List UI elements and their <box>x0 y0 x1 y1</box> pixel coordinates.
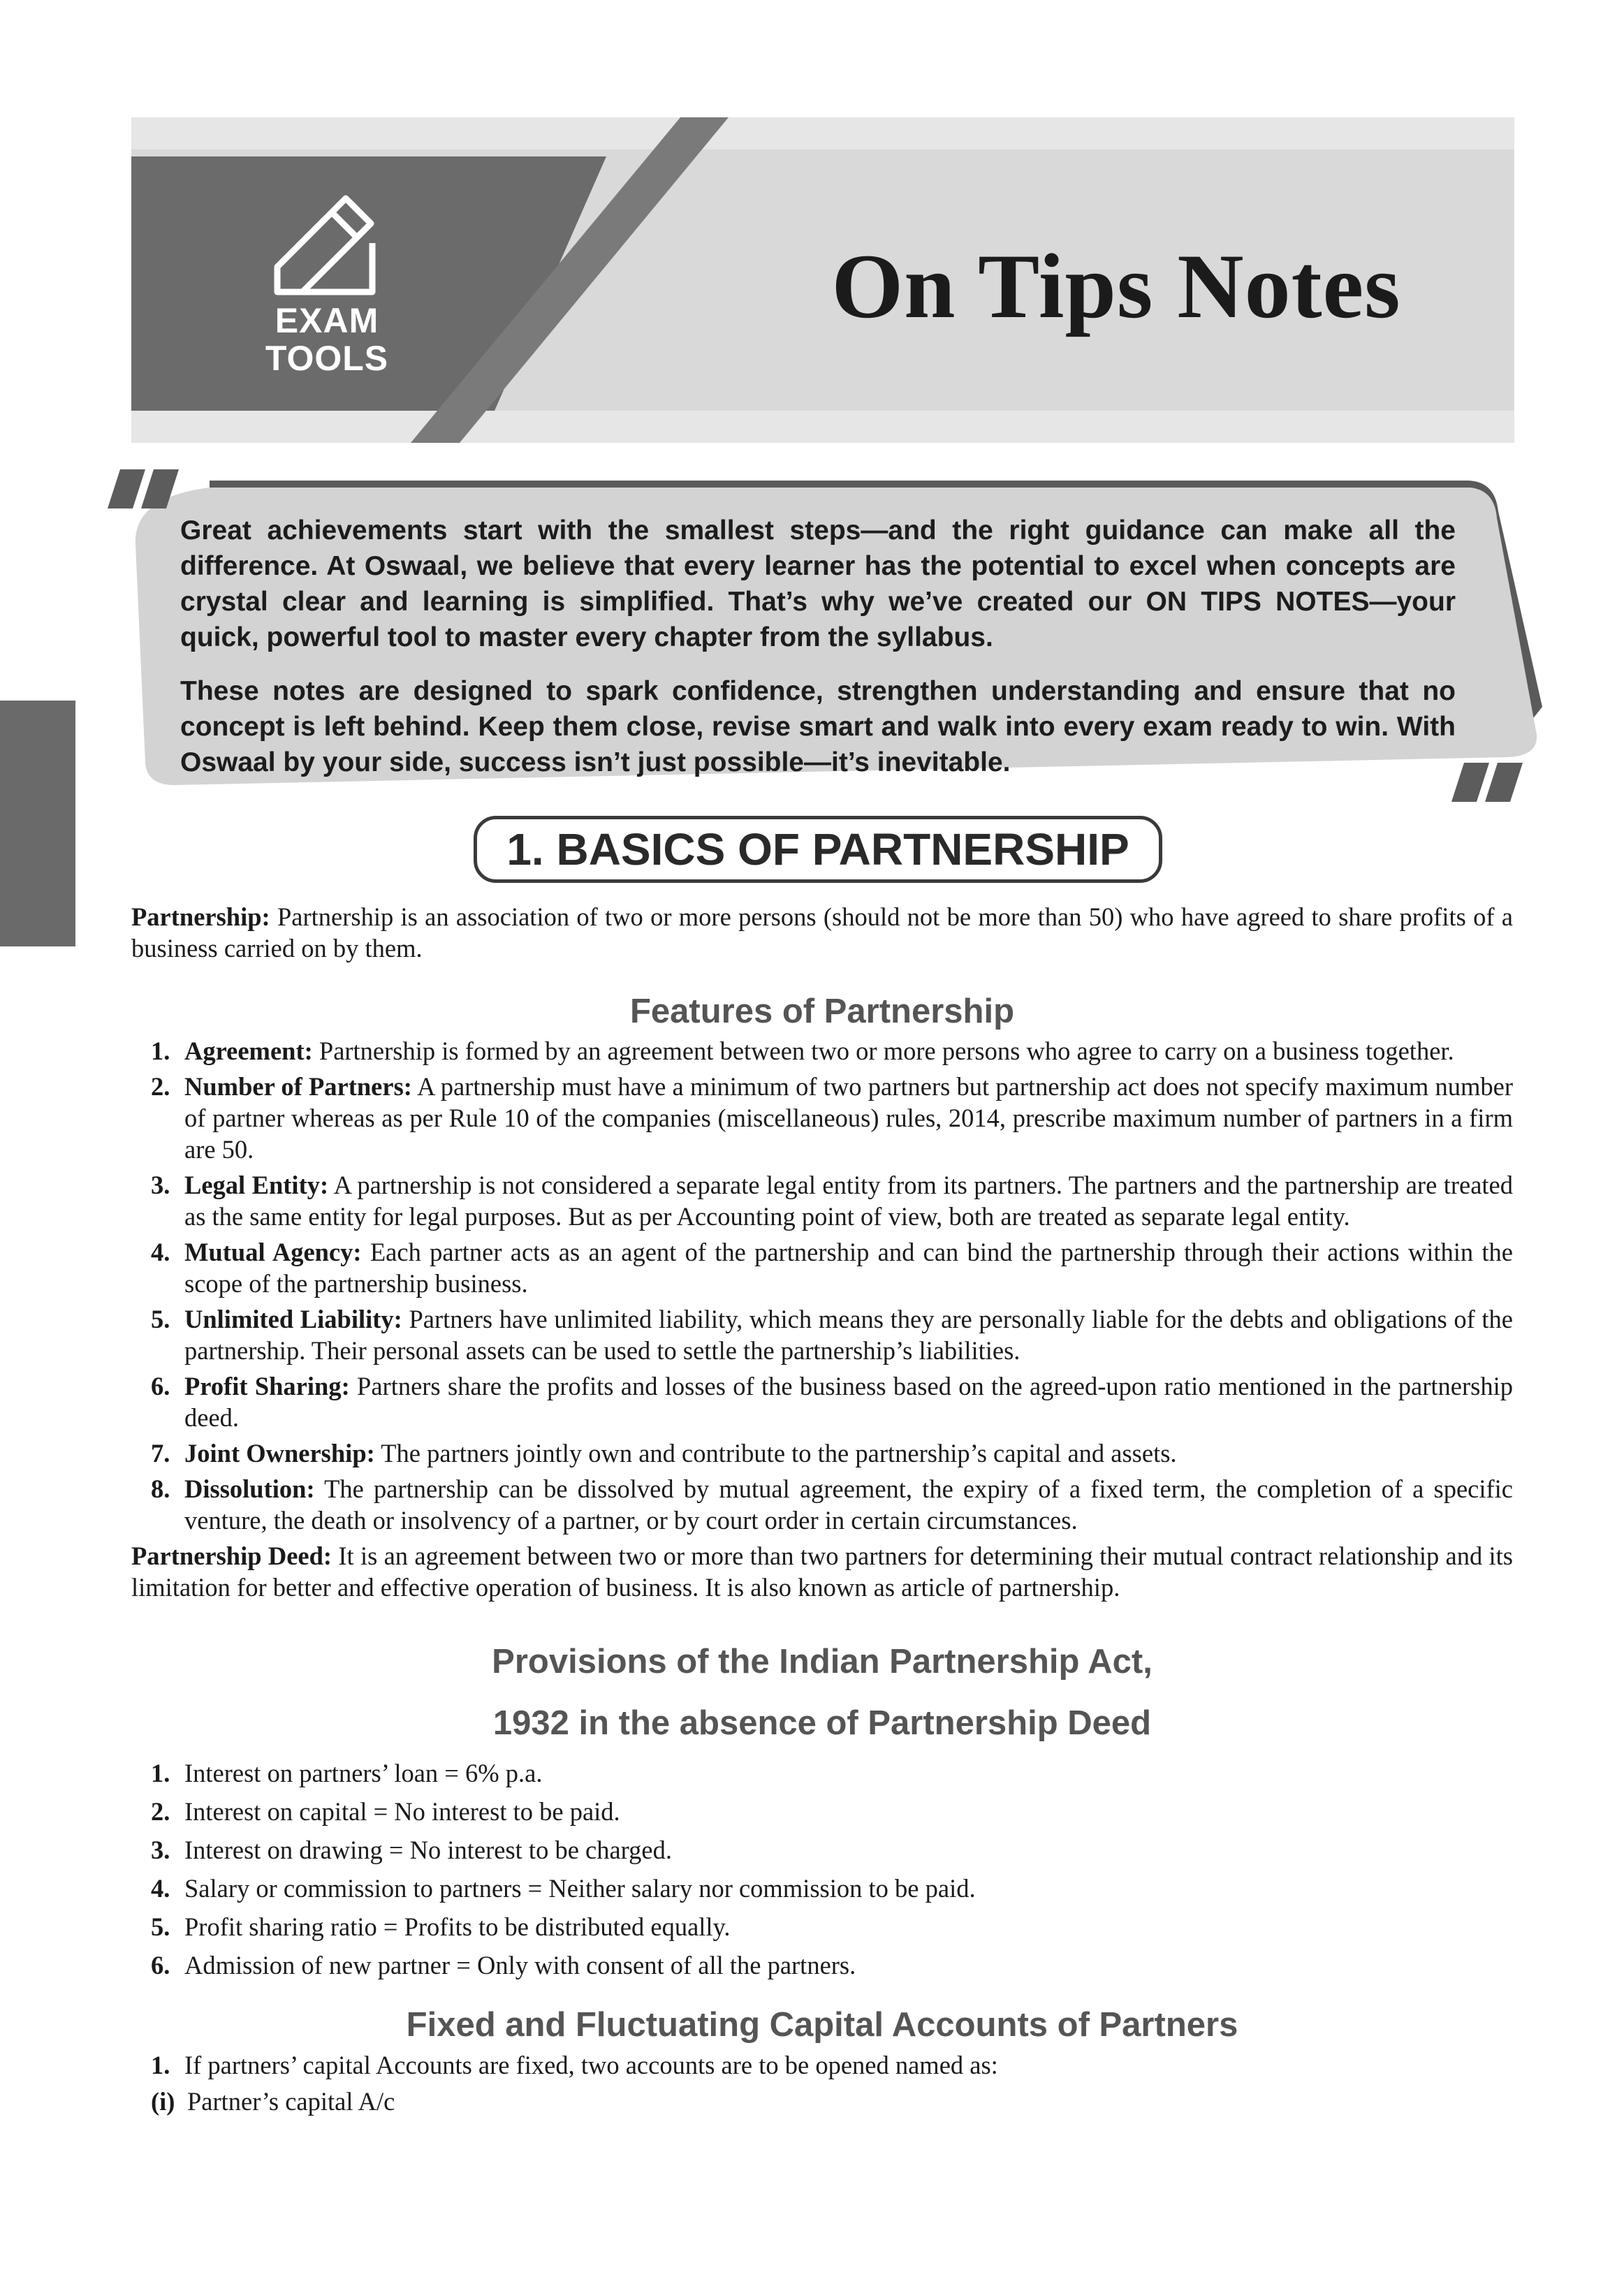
list-item: 2. Number of Partners: A partnership must have a minimum of two partners but partnership act does not specify maximum number of partner whereas as per Rule 10 of the companies (miscellaneous) rules, 2014, prescribe maximum number of partners in a firm are 50. <box>151 1072 1513 1164</box>
close-quote-icon <box>1451 763 1523 802</box>
capital-list <box>131 2047 1513 2120</box>
header-banner <box>131 117 1514 443</box>
sub-list-item: (i) Partner’s capital A/c <box>151 2087 395 2116</box>
intro-paragraph-1: Great achievements start with the smallest steps—and the right guidance can make all the difference. At Oswaal, we believe that every learner has the potential to excel when concepts are crystal clear and learning is simplified. That’s why we’ve created our ON TIPS NOTES—your quick, powerful tool to master every chapter from the syllabus. <box>180 515 1456 652</box>
list-item: 5. Unlimited Liability: Partners have unlimited liability, which means they are personally liable for the debts and obligations of the partnership. Their personal assets can be used to settle the partnership’s liabilities. <box>151 1305 1513 1365</box>
definition-text: It is an agreement between two or more than two partners for determining their mutual contract relationship and its limitation for better and effective operation of business. It is also known as article of partnership. <box>131 1542 1513 1602</box>
provisions-heading-line-1: Provisions of the Indian Partnership Act, <box>492 1643 1153 1681</box>
badge-line-1: EXAM <box>275 301 379 340</box>
partnership-definition <box>131 901 1513 964</box>
provisions-heading-line-2: 1932 in the absence of Partnership Deed <box>492 1704 1152 1742</box>
side-tab <box>0 701 75 946</box>
list-item: 6. Profit Sharing: Partners share the profits and losses of the business based on the agreed-upon ratio mentioned in the partnership deed. <box>151 1372 1513 1432</box>
list-item: 4. Mutual Agency: Each partner acts as an agent of the partnership and can bind the partnership through their actions within the scope of the partnership business. <box>151 1238 1514 1298</box>
page-content <box>131 901 1513 2120</box>
intro-paragraph-2: These notes are designed to spark confidence, strengthen understanding and ensure that no concept is left behind. Keep them close, revise smart and walk into every exam ready to win. With Oswaal by your side, success isn’t just possible—it’s inevitable. <box>180 676 1456 777</box>
badge-line-2: TOOLS <box>265 339 389 378</box>
provisions-list <box>131 1754 1513 1984</box>
list-item: 6. Admission of new partner = Only with consent of all the partners. <box>151 1951 856 1979</box>
list-item: 2. Interest on capital = No interest to be paid. <box>151 1797 620 1826</box>
list-item: 3. Interest on drawing = No interest to be charged. <box>151 1836 672 1864</box>
page-title: On Tips Notes <box>831 235 1401 337</box>
list-item: 7. Joint Ownership: The partners jointly own and contribute to the partnership’s capital and assets. <box>151 1439 1177 1467</box>
definition-term: Partnership Deed: <box>131 1542 332 1570</box>
list-item: 1. Interest on partners’ loan = 6% p.a. <box>151 1759 543 1787</box>
partnership-deed-definition <box>131 1540 1513 1603</box>
features-heading: Features of Partnership <box>629 993 1015 1030</box>
exam-tools-badge <box>243 194 411 377</box>
definition-text: Partnership is an association of two or more persons (should not be more than 50) who have agreed to share profits of a business carried on by them. <box>131 902 1513 962</box>
list-item: 4. Salary or commission to partners = Neither salary nor commission to be paid. <box>151 1874 976 1903</box>
capital-accounts-heading: Fixed and Fluctuating Capital Accounts of Partners <box>406 2006 1238 2044</box>
list-item: 8. Dissolution: The partnership can be dissolved by mutual agreement, the expiry of a fixed term, the completion of a specific venture, the death or insolvency of a partner, or by court order in certain circumstances. <box>151 1474 1513 1535</box>
list-item: 1. If partners’ capital Accounts are fixed, two accounts are to be opened named as: <box>151 2051 998 2079</box>
provisions-heading <box>131 1631 1513 1754</box>
definition-term: Partnership: <box>131 902 270 931</box>
list-item: 5. Profit sharing ratio = Profits to be distributed equally. <box>151 1912 731 1941</box>
pencil-icon <box>268 194 386 299</box>
open-quote-icon <box>108 469 179 508</box>
features-list <box>131 1035 1513 1536</box>
list-item: 3. Legal Entity: A partnership is not considered a separate legal entity from its partners. The partners and the partnership are treated as the same entity for legal purposes. But as per Accounting point of view, both are treated as separate legal entity. <box>151 1171 1514 1231</box>
chapter-heading: 1. BASICS OF PARTNERSHIP <box>474 816 1162 883</box>
intro-callout <box>105 469 1544 805</box>
list-item: 1. Agreement: Partnership is formed by an agreement between two or more persons who agree to carry on a business together. <box>151 1037 1454 1065</box>
